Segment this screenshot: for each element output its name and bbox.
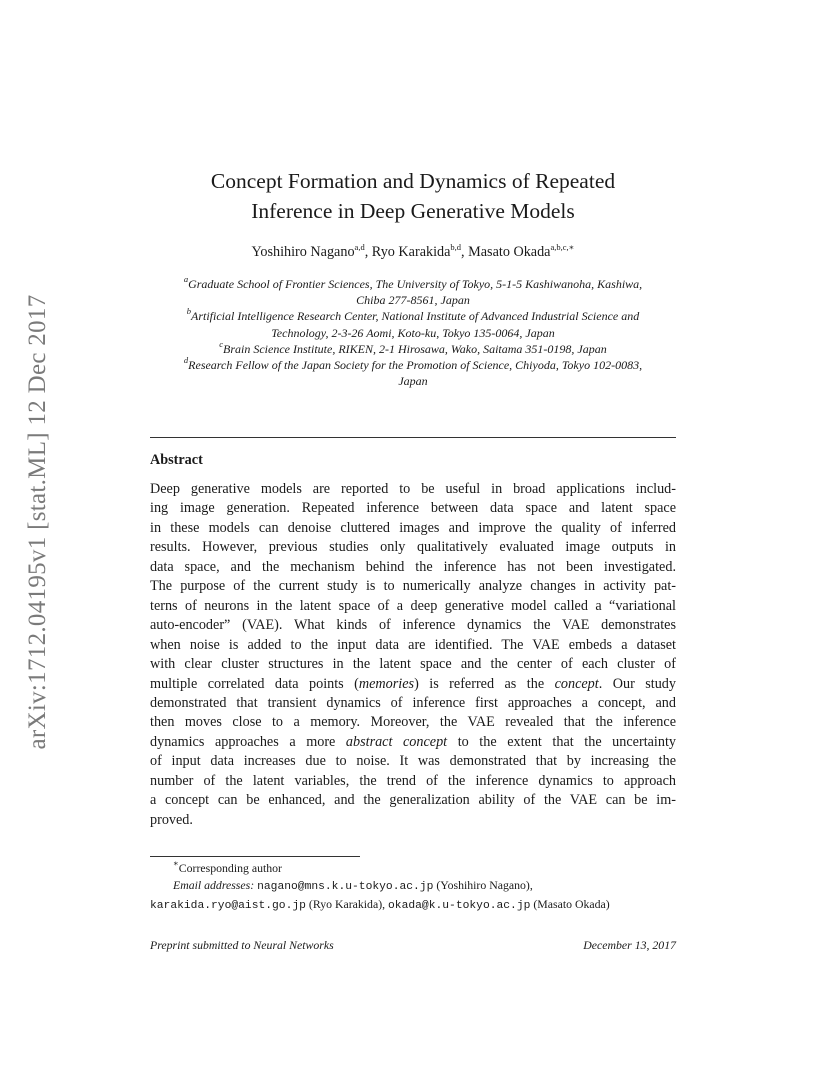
abstract-line: results. However, previous studies only qualitatively evaluated image outputs in [150,539,676,556]
abstract-line: dynamics approaches a more abstract concept to the extent that the uncertainty [150,733,676,750]
paper-title [150,166,676,226]
title-line: Concept Formation and Dynamics of Repeated [210,169,616,193]
abstract-line: demonstrated that transient dynamics of inference first approaches a concept, and [150,694,676,711]
abstract-line: number of the latent variables, the trend of the inference dynamics to approach [150,772,676,789]
affiliation-line [150,357,676,373]
abstract-heading: Abstract [150,452,203,468]
affiliation-mark: c [219,338,224,349]
author-list: Yoshihiro Nagano$^{a,d}$, Ryo Karakida$^{b,d}$, Masato Okada$^{a,b,c,∗}$ [251,242,575,260]
affiliation-line: Technology, 2-3-26 Aomi, Koto-ku, Tokyo 135-0064, Japan [271,325,555,340]
email-link[interactable]: okada@k.u-tokyo.ac.jp [388,900,531,913]
arxiv-identifier-stamp: arXiv:1712.04195v1 [stat.ML] 12 Dec 2017 [24,294,51,750]
affiliation-text: Research Fellow of the Japan Society for the Promotion of Science, Chiyoda, Tokyo 102-0083, [188,358,643,373]
affiliation-mark: a [183,274,189,284]
email-line [150,877,676,896]
abstract-line: ing image generation. Repeated inference between data space and latent space [150,500,676,517]
author-name: Masato Okada [468,244,551,260]
affiliation-line [150,338,676,357]
abstract-line: in these models can denoise cluttered images and improve the quality of inferred [150,519,676,536]
email-owner: (Ryo Karakida), [308,897,386,912]
affiliation-line [150,276,676,292]
affiliation-mark: d [183,355,189,366]
footnotes [150,860,676,916]
footnote-rule [150,856,360,857]
abstract-line: proved. [150,811,193,828]
email-label: Email addresses: [173,878,255,893]
author-affiliation-marks: a,d [354,242,365,252]
abstract-line: data space, and the mechanism behind the inference has not been investigated. [150,558,676,575]
affiliation-mark: b [186,306,191,317]
preprint-date: December 13, 2017 [583,938,676,952]
email-link[interactable]: nagano@mns.k.u-tokyo.ac.jp [257,881,434,894]
affiliation-list [150,276,676,389]
email-owner: (Masato Okada) [533,897,610,912]
abstract-line: multiple correlated data points (memories) is referred as the concept. Our study [150,675,676,692]
abstract-top-rule [150,437,676,438]
affiliation-line: Japan [398,374,428,389]
title-line: Inference in Deep Generative Models [251,199,575,223]
author-affiliation-marks: b,d [450,242,462,252]
abstract-body [150,480,676,830]
affiliation-line [150,308,676,324]
abstract-line: terns of neurons in the latent space of a deep generative model called a “variational [150,597,676,614]
email-owner: (Yoshihiro Nagano), [436,878,533,893]
affiliation-text: Brain Science Institute, RIKEN, 2-1 Hirosawa, Wako, Saitama 351-0198, Japan [223,341,607,356]
email-line [150,896,676,915]
abstract-line: The purpose of the current study is to numerically analyze changes in activity pat- [150,578,676,595]
corresponding-author-note [150,860,676,877]
author-name: Yoshihiro Nagano [251,244,355,260]
abstract-line: with clear cluster structures in the latent space and the center of each cluster of [150,656,676,673]
abstract-line: then moves close to a memory. Moreover, the VAE revealed that the inference [150,714,676,731]
author-affiliation-marks: a,b,c,∗ [550,242,575,252]
email-link[interactable]: karakida.ryo@aist.go.jp [150,900,306,913]
abstract-line: of input data increases due to noise. It was demonstrated that by increasing the [150,753,676,770]
corresponding-author-text: Corresponding author [178,861,282,875]
footnote-mark: ∗ [173,858,179,868]
abstract-line: a concept can be enhanced, and the generalization ability of the VAE can be im- [150,792,676,809]
affiliation-text: Artificial Intelligence Research Center, National Institute of Advanced Industrial Science and [191,309,640,324]
preprint-note: Preprint submitted to Neural Networks [150,938,334,952]
abstract-line: when noise is added to the input data are identified. The VAE embeds a dataset [150,636,676,653]
abstract-line: auto-encoder” (VAE). What kinds of inference dynamics the VAE demonstrates [150,617,676,634]
author-name: Ryo Karakida [371,244,451,260]
affiliation-text: Graduate School of Frontier Sciences, The University of Tokyo, 5-1-5 Kashiwanoha, Kashiwa, [188,277,643,291]
abstract-line: Deep generative models are reported to be useful in broad applications includ- [150,481,676,497]
affiliation-line: Chiba 277-8561, Japan [356,293,470,308]
